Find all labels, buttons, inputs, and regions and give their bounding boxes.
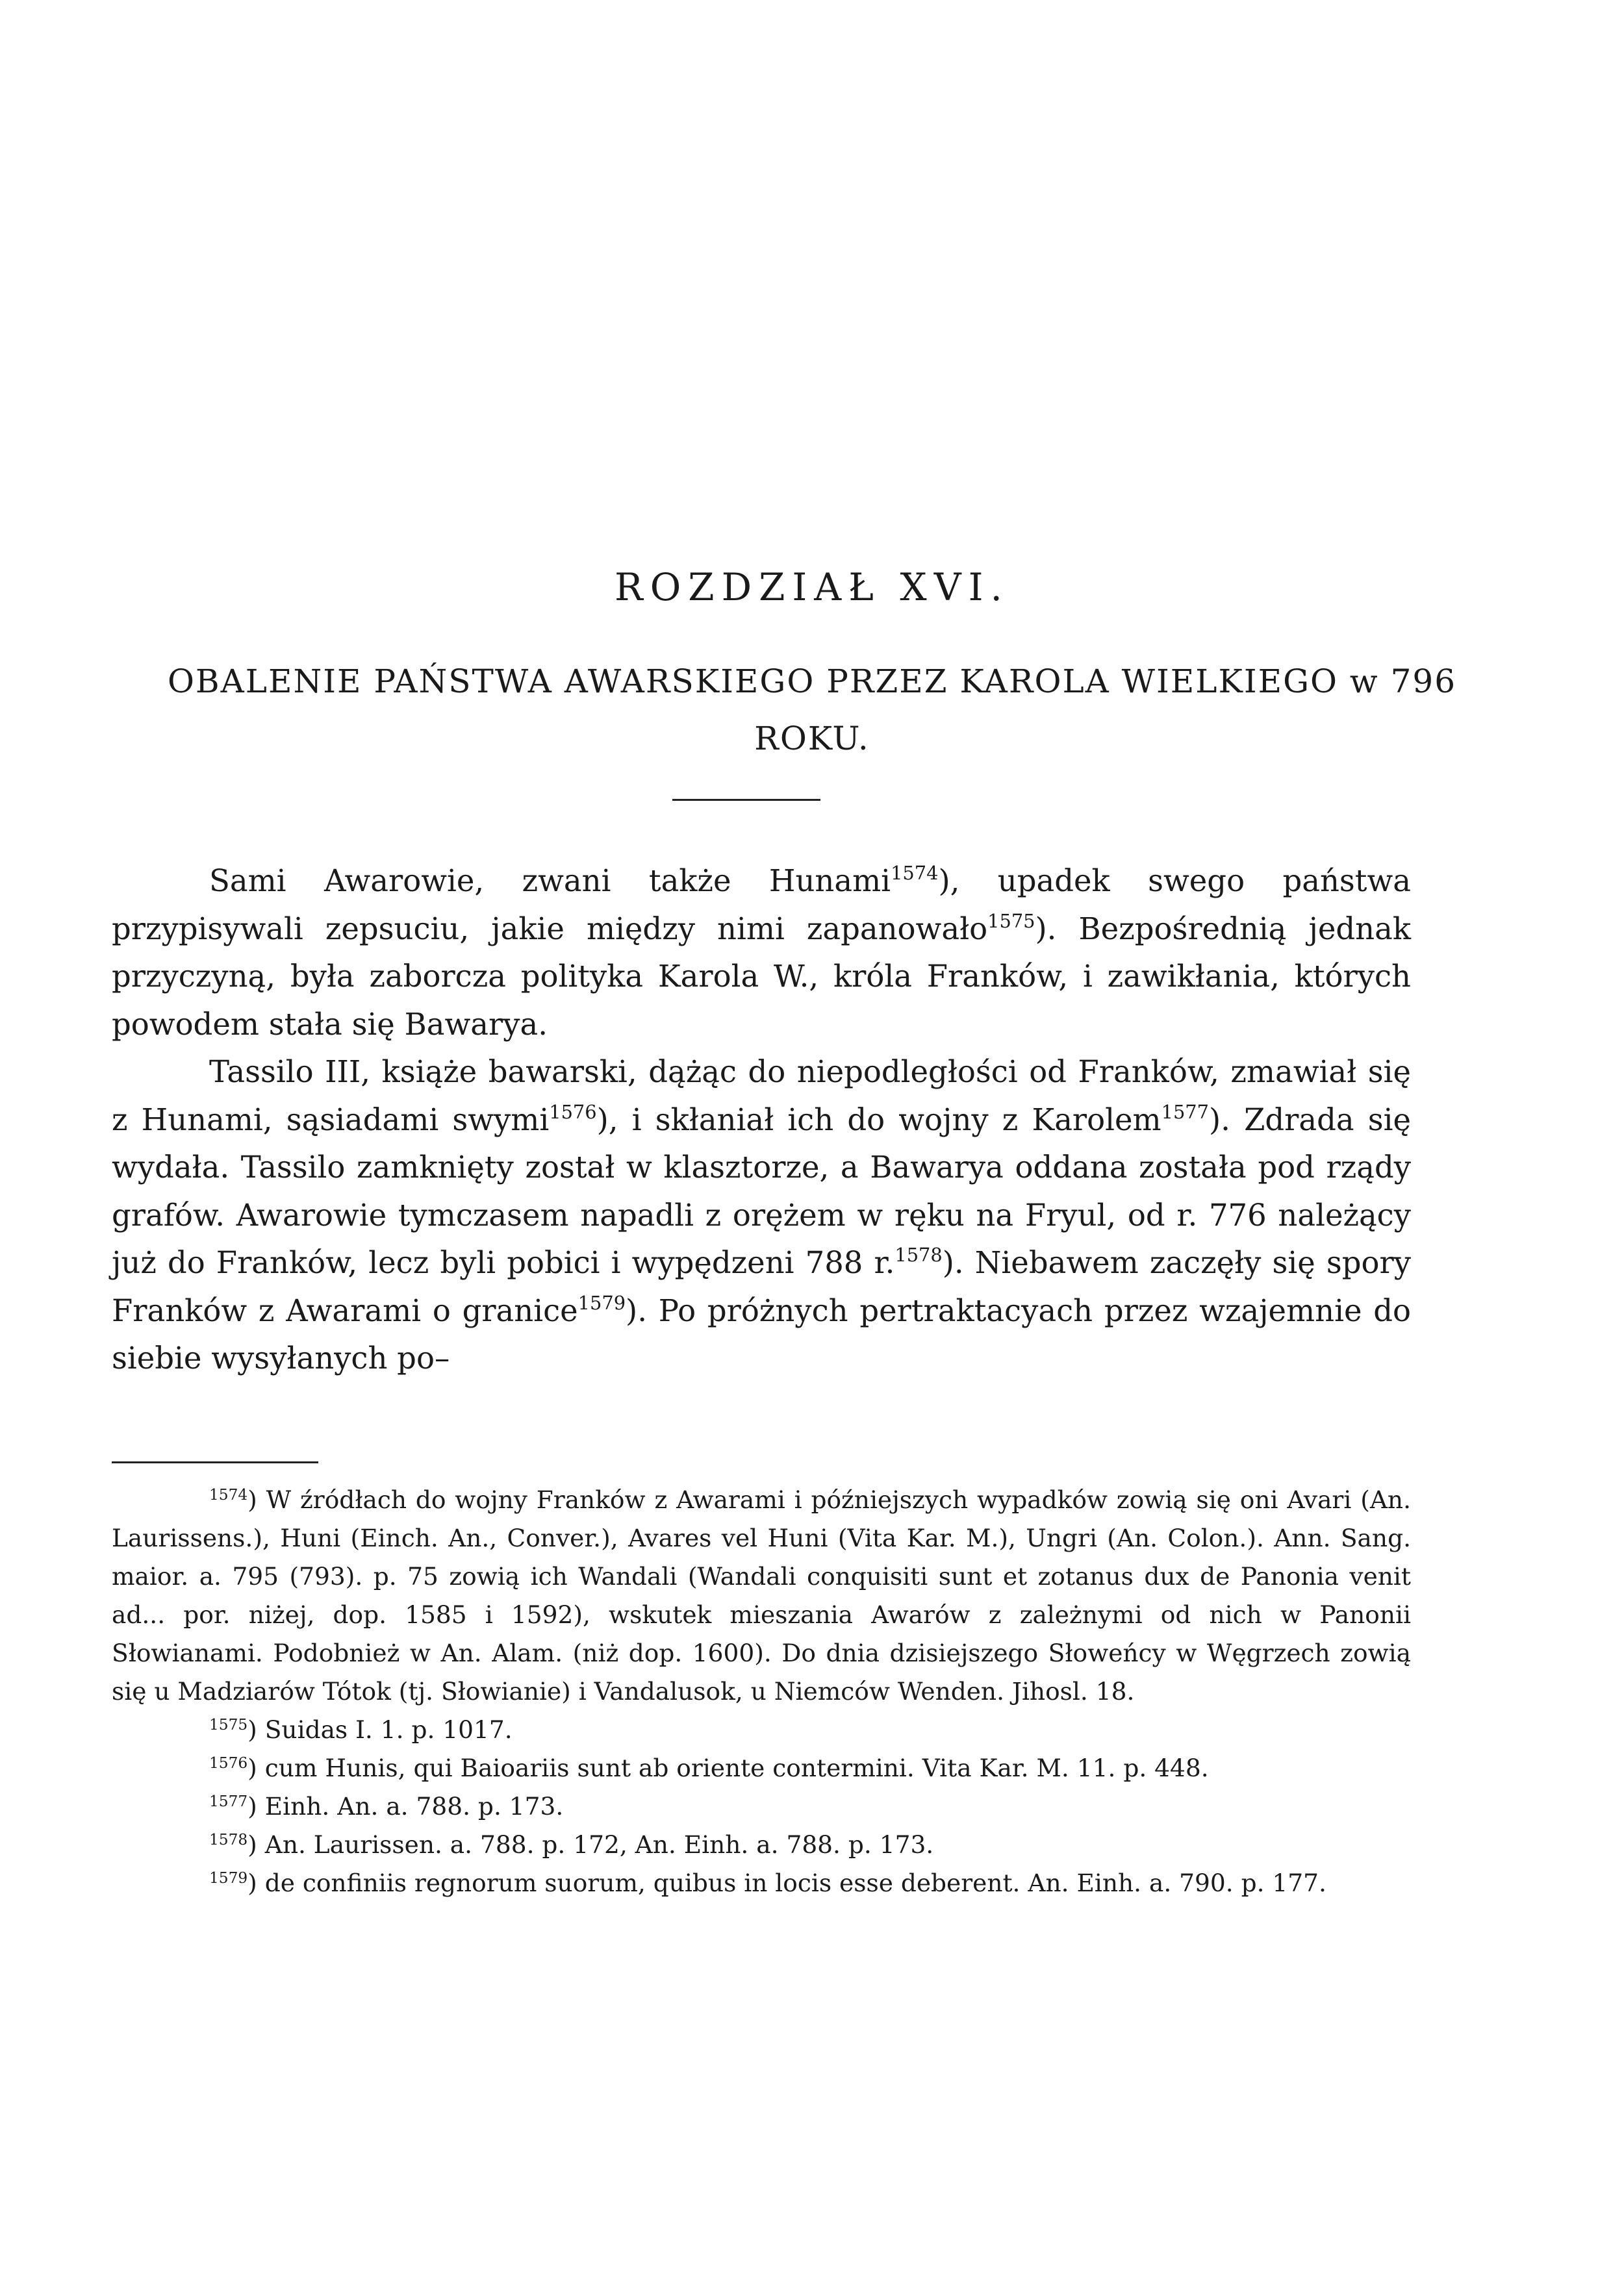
footnote-text: Einh. An. a. 788. p. 173.: [264, 1792, 564, 1821]
footnote-number: 1579: [209, 1869, 248, 1887]
text-run: Sami Awarowie, zwani także Hunami: [209, 863, 891, 898]
footnote-text: An. Laurissen. a. 788. p. 172, An. Einh. a. 788. p. 173.: [264, 1830, 934, 1859]
footnote-ref: 1578: [894, 1244, 943, 1267]
title-divider: [672, 799, 820, 801]
footnote-divider: [112, 1461, 318, 1463]
footnote-ref: 1574: [891, 862, 939, 885]
footnote-ref: 1579: [577, 1291, 626, 1314]
paragraph: [112, 857, 1411, 1048]
footnote: $^{1576}$) cum Hunis, qui Baioariis sunt ab oriente contermini. Vita Kar. M. 11. p. 448.: [209, 1754, 1209, 1782]
footnote-number: 1577: [209, 1793, 248, 1811]
chapter-subtitle: OBALENIE PAŃSTWA AWARSKIEGO PRZEZ KAROLA WIELKIEGO w 796 ROKU.: [167, 662, 1457, 757]
footnote-text: Suidas I. 1. p. 1017.: [264, 1715, 513, 1744]
footnote-text: cum Hunis, qui Baioariis sunt ab oriente contermini. Vita Kar. M. 11. p. 448.: [264, 1754, 1209, 1782]
text-run: ), i skłaniał ich do wojny z Karolem: [596, 1102, 1161, 1137]
chapter-title: ROZDZIAŁ XVI.: [615, 565, 1009, 609]
footnote-text: de confiniis regnorum suorum, quibus in locis esse deberent. An. Einh. a. 790. p. 177.: [264, 1869, 1326, 1897]
text-run: ). Zdrada się wydała. Tassilo zamknięty został w klasztorze, a Bawarya oddana została pod rządy grafów. Awarowie tymczasem napadli z orężem w ręku na Fryul, od r. 776 należący już do Franków, lecz byli pobici i wypędzeni 788 r.: [112, 1102, 1411, 1280]
text-run: ). Niebawem zaczęły się spory Franków z Awarami o granice: [112, 1245, 1412, 1328]
footnote-number: 1575: [209, 1716, 248, 1734]
footnote-ref: 1577: [1161, 1100, 1209, 1123]
text-run: ), upadek swego państwa przypisywali zepsuciu, jakie między nimi zapanowało: [112, 863, 1412, 946]
footnote-ref: 1576: [549, 1100, 597, 1123]
footnote-ref: 1575: [987, 909, 1035, 932]
footnote: $^{1575}$) Suidas I. 1. p. 1017.: [209, 1715, 513, 1744]
footnote-text: W źródłach do wojny Franków z Awarami i późniejszych wypadków zowią się oni Avari (An. Laurissens.), Huni (Einch. An., Conver.), Avares vel Huni (Vita Kar. M.), Ungri (An. Colon.). Ann. Sang. maior. a. 795 (793). p. 75 zowią ich Wandali (Wandali conquisiti sunt et zotanus dux de Panonia venit ad... por. niżej, dop. 1585 i 1592), wskutek mieszania Awarów z zależnymi od nich w Panonii Słowianami. Podobnież w An. Alam. (niż dop. 1600). Do dnia dzisiejszego Słoweńcy w Węgrzech zowią się u Madziarów Tótok (tj. Słowianie) i Vandalusok, u Niemców Wenden. Jihosl. 18.: [112, 1485, 1411, 1706]
footnotes: [112, 1481, 1411, 1902]
text-run: ). Po próżnych pertraktacyach przez wzajemnie do siebie wysyłanych po–: [112, 1293, 1411, 1376]
footnote: $^{1579}$) de confiniis regnorum suorum, quibus in locis esse deberent. An. Einh. a. 790. p. 177.: [209, 1869, 1326, 1897]
footnote: $^{1574}$) W źródłach do wojny Franków z Awarami i późniejszych wypadków zowią się oni Avari (An. Laurissens.), Huni (Einch. An., Conver.), Avares vel Huni (Vita Kar. M.), Ungri (An. Colon.). Ann. Sang. maior. a. 795 (793). p. 75 zowią ich Wandali (Wandali conquisiti sunt et zotanus dux de Panonia venit ad... por. niżej, dop. 1585 i 1592), wskutek mieszania Awarów z zależnymi od nich w Panonii Słowianami. Podobnież w An. Alam. (niż dop. 1600). Do dnia dzisiejszego Słoweńcy w Węgrzech zowią się u Madziarów Tótok (tj. Słowianie) i Vandalusok, u Niemców Wenden. Jihosl. 18.: [112, 1485, 1411, 1706]
paragraph: [112, 1048, 1411, 1383]
text-run: Tassilo III, książe bawarski, dążąc do niepodległości od Franków, zmawiał się z Hunami, sąsiadami swymi: [112, 1054, 1411, 1137]
text-run: ). Bezpośrednią jednak przyczyną, była zaborcza polityka Karola W., króla Franków, i zawikłania, których powodem stała się Bawarya.: [112, 911, 1411, 1042]
main-text: [112, 857, 1411, 1383]
footnote: $^{1578}$) An. Laurissen. a. 788. p. 172, An. Einh. a. 788. p. 173.: [209, 1830, 934, 1859]
footnote: $^{1577}$) Einh. An. a. 788. p. 173.: [209, 1792, 564, 1821]
footnote-number: 1574: [209, 1486, 248, 1504]
footnote-number: 1576: [209, 1754, 248, 1772]
footnote-number: 1578: [209, 1831, 248, 1849]
